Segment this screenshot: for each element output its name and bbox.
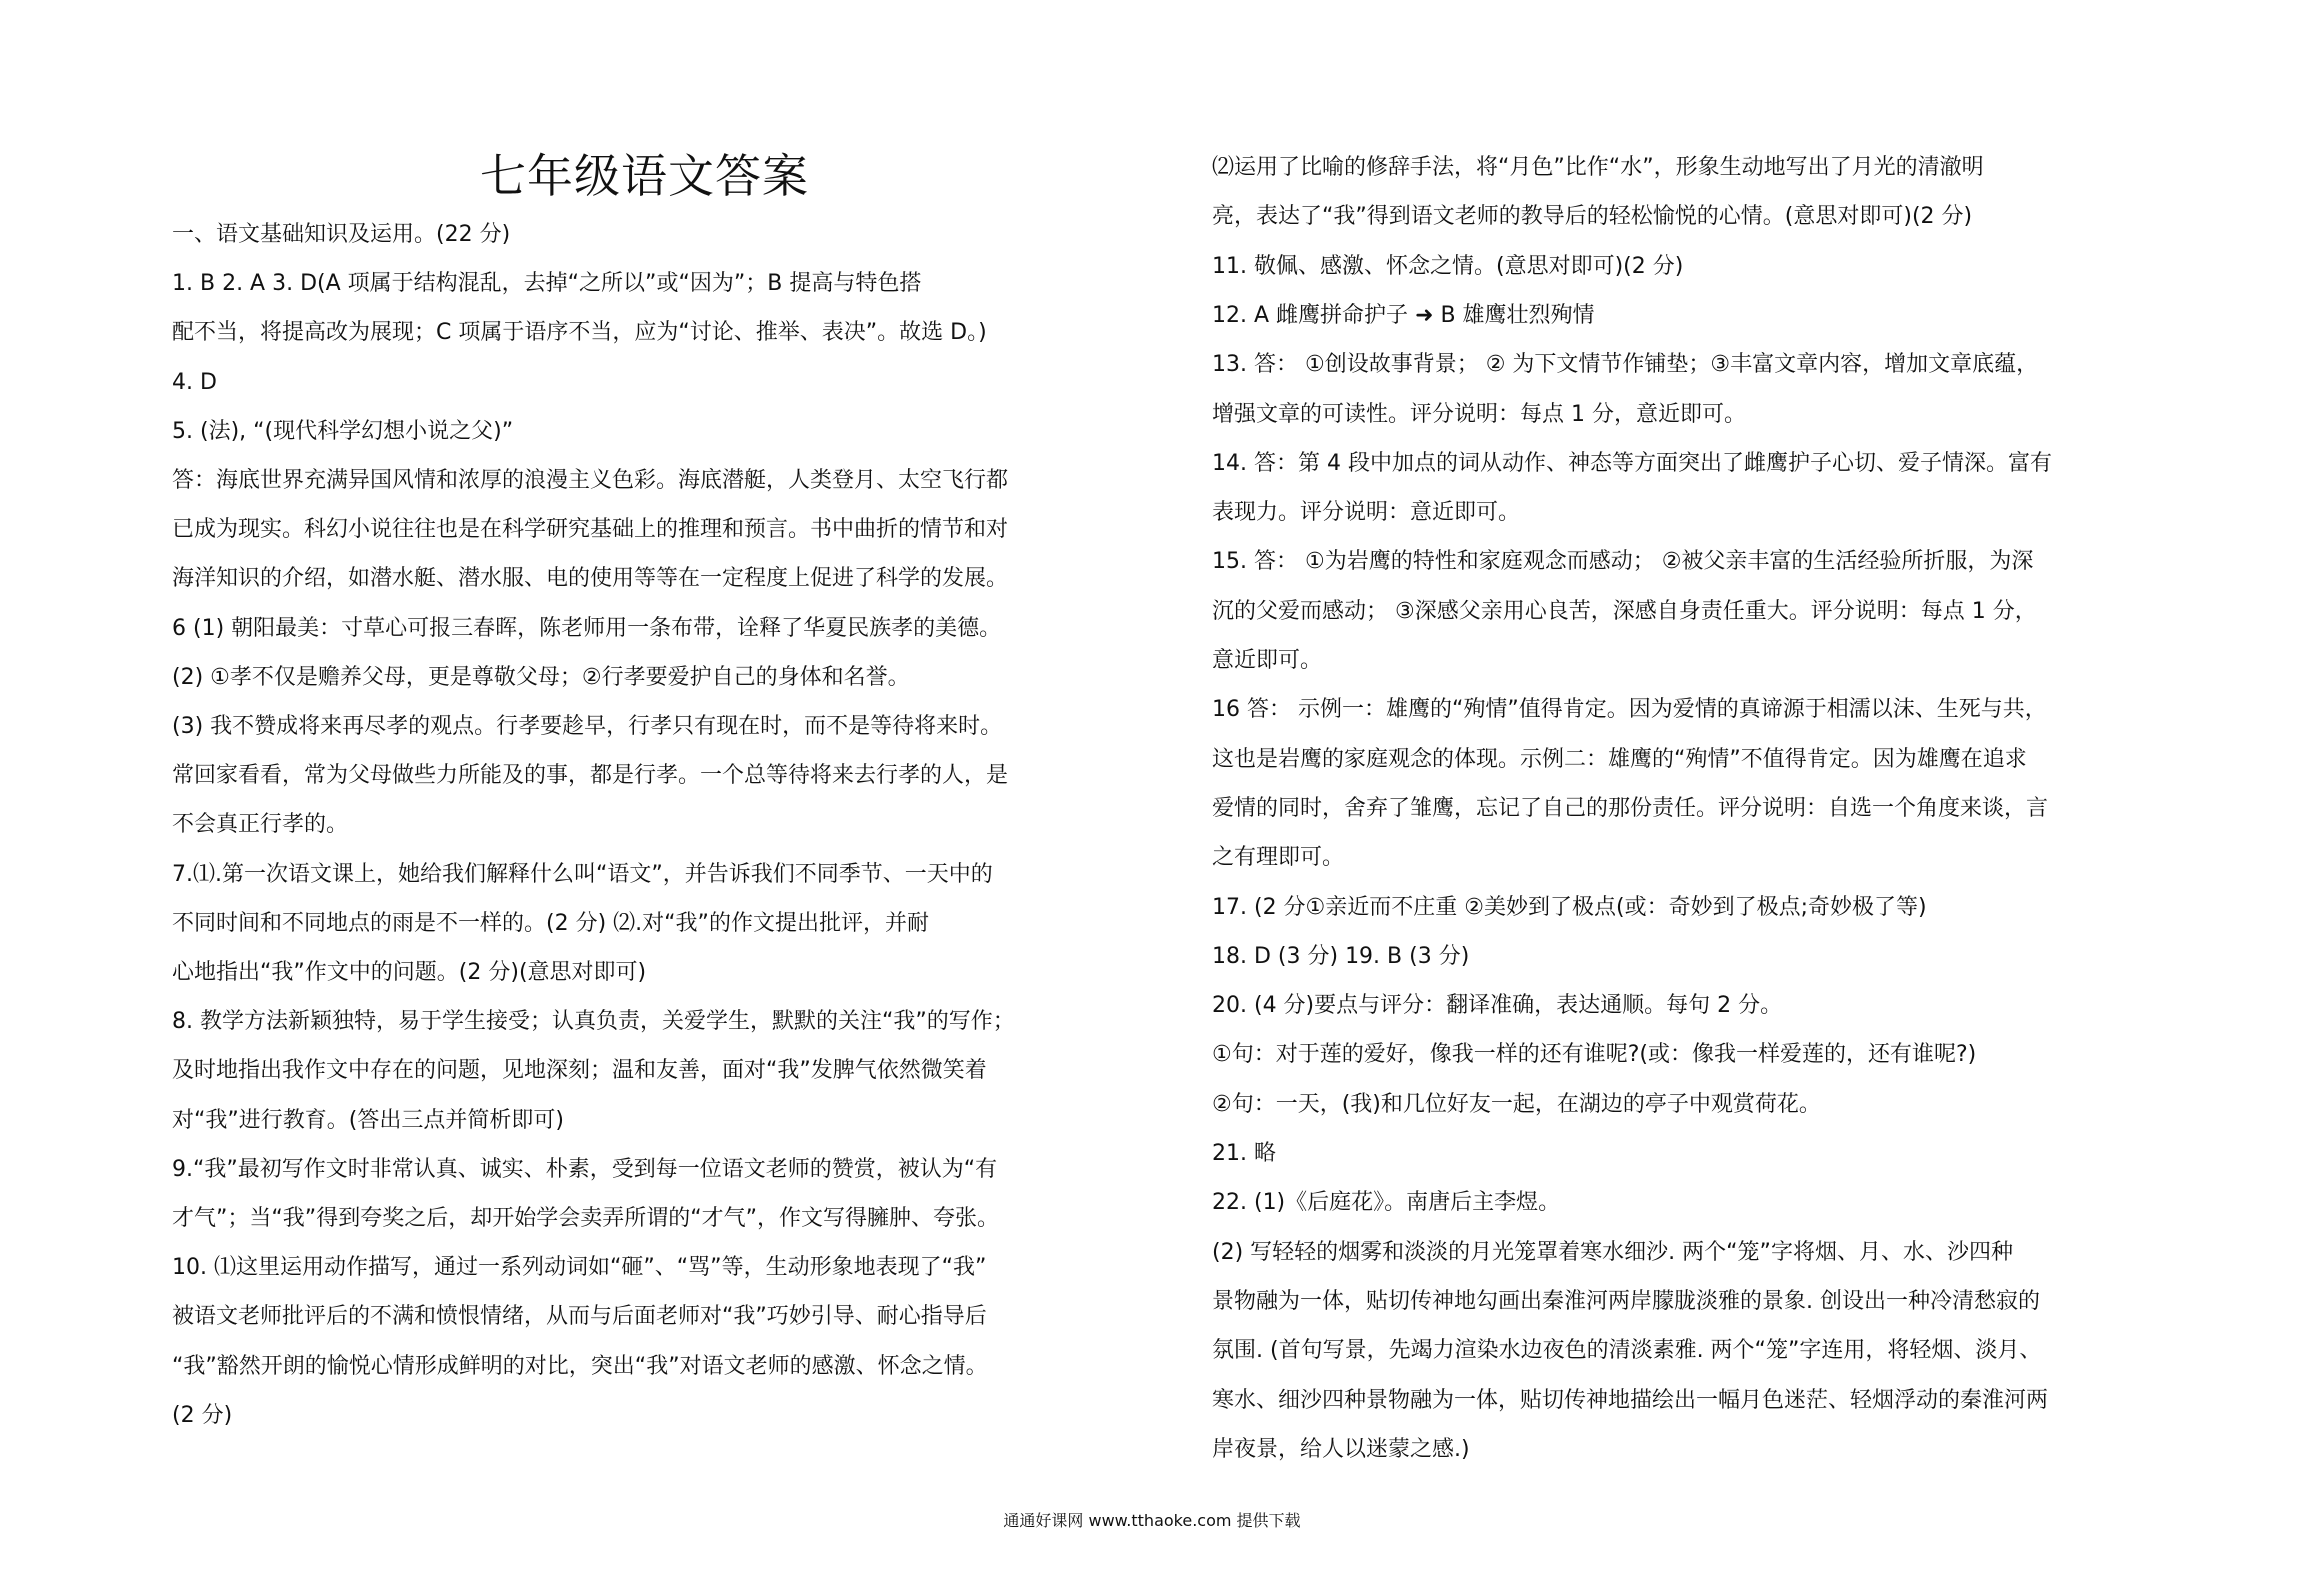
answer-line: 5. (法), “(现代科学幻想小说之父)” — [172, 418, 514, 444]
answer-line: 6 (1) 朝阳最美：寸草心可报三春晖，陈老师用一条布带，诠释了华夏民族孝的美德。 — [172, 615, 1002, 641]
answer-line: 已成为现实。科幻小说往往也是在科学研究基础上的推理和预言。书中曲折的情节和对 — [172, 517, 1009, 543]
answer-line: 爱情的同时，舍弃了雏鹰，忘记了自己的那份责任。评分说明：自选一个角度来谈，言 — [1212, 795, 2049, 821]
answer-line: 7.⑴.第一次语文课上，她给我们解释什么叫“语文”，并告诉我们不同季节、一天中的 — [172, 861, 993, 887]
answer-line: ①句：对于莲的爱好，像我一样的还有谁呢?(或：像我一样爱莲的，还有谁呢?) — [1212, 1042, 1977, 1068]
answer-line: ⑵运用了比喻的修辞手法，将“月色”比作“水”，形象生动地写出了月光的清澈明 — [1212, 155, 1984, 180]
answer-line: 景物融为一体，贴切传神地勾画出秦淮河两岸朦胧淡雅的景象. 创设出一种冷清愁寂的 — [1212, 1288, 2040, 1314]
answer-line: 增强文章的可读性。评分说明：每点 1 分，意近即可。 — [1212, 401, 1746, 427]
answer-line: 一、语文基础知识及运用。(22 分) — [172, 222, 511, 247]
answer-line: (2) ①孝不仅是赡养父母，更是尊敬父母；②行孝要爱护自己的身体和名誉。 — [172, 664, 910, 690]
answer-line: 11. 敬佩、感激、怀念之情。(意思对即可)(2 分) — [1212, 253, 1684, 279]
answer-line: 表现力。评分说明：意近即可。 — [1212, 500, 1521, 526]
answer-line: 常回家看看，常为父母做些力所能及的事，都是行孝。一个总等待将来去行孝的人，是 — [172, 763, 1009, 789]
answer-line: 9.“我”最初写作文时非常认真、诚实、朴素，受到每一位语文老师的赞赏，被认为“有 — [172, 1156, 998, 1182]
answer-line: 15. 答： ①为岩鹰的特性和家庭观念而感动； ②被父亲丰富的生活经验所折服，为深 — [1212, 549, 2034, 575]
answer-line: 21. 略 — [1212, 1141, 1276, 1166]
answer-line: 对“我”进行教育。(答出三点并简析即可) — [172, 1107, 564, 1133]
answer-line: (2) 写轻轻的烟雾和淡淡的月光笼罩着寒水细沙. 两个“笼”字将烟、月、水、沙四种 — [1212, 1239, 2013, 1265]
answer-line: 氛围. (首句写景，先竭力渲染水边夜色的清淡素雅. 两个“笼”字连用，将轻烟、淡月、 — [1212, 1338, 2042, 1364]
answer-line: 12. A 雌鹰拼命护子 ➜ B 雄鹰壮烈殉情 — [1212, 302, 1595, 328]
footer-source: 通通好课网 www.tthaoke.com 提供下载 — [1003, 1511, 1301, 1530]
answer-line: 答：海底世界充满异国风情和浓厚的浪漫主义色彩。海底潜艇，人类登月、太空飞行都 — [172, 468, 1009, 493]
answer-line: 寒水、细沙四种景物融为一体，贴切传神地描绘出一幅月色迷茫、轻烟浮动的秦淮河两 — [1212, 1387, 2049, 1413]
answer-line: 岸夜景，给人以迷蒙之感.) — [1212, 1436, 1470, 1462]
answer-line: 之有理即可。 — [1212, 845, 1345, 871]
answer-line: 1. B 2. A 3. D(A 项属于结构混乱，去掉“之所以”或“因为”；B 提高与特色搭 — [172, 271, 922, 297]
answer-line: 亮，表达了“我”得到语文老师的教导后的轻松愉悦的心情。(意思对即可)(2 分) — [1212, 204, 1973, 230]
answer-line: 17. (2 分①亲近而不庄重 ②美妙到了极点(或：奇妙到了极点;奇妙极了等) — [1212, 894, 1927, 920]
answer-line: (3) 我不赞成将来再尽孝的观点。行孝要趁早，行孝只有现在时，而不是等待将来时。 — [172, 714, 1003, 739]
page-title: 七年级语文答案 — [480, 149, 809, 203]
answer-line: 才气”；当“我”得到夸奖之后，却开始学会卖弄所谓的“才气”，作文写得臃肿、夸张。 — [172, 1206, 999, 1231]
answer-line: 意近即可。 — [1212, 648, 1323, 673]
answer-line: 4. D — [172, 369, 217, 395]
answer-line: 8. 教学方法新颖独特，易于学生接受；认真负责，关爱学生，默默的关注“我”的写作； — [172, 1009, 1015, 1035]
answer-line: 22. (1)《后庭花》。南唐后主李煜。 — [1212, 1190, 1561, 1216]
answer-line: 10. ⑴这里运用动作描写，通过一系列动词如“砸”、“骂”等，生动形象地表现了“我” — [172, 1255, 987, 1281]
answer-line: 不会真正行孝的。 — [172, 812, 349, 838]
answer-line: 沉的父爱而感动； ③深感父亲用心良苦，深感自身责任重大。评分说明：每点 1 分， — [1212, 598, 2037, 624]
answer-line: 16 答： 示例一：雄鹰的“殉情”值得肯定。因为爱情的真谛源于相濡以沫、生死与共， — [1212, 697, 2047, 723]
answer-line: ②句：一天，(我)和几位好友一起，在湖边的亭子中观赏荷花。 — [1212, 1091, 1821, 1117]
answer-line: 被语文老师批评后的不满和愤恨情绪，从而与后面老师对“我”巧妙引导、耐心指导后 — [172, 1304, 987, 1330]
answer-line: (2 分) — [172, 1402, 233, 1428]
answer-line: 及时地指出我作文中存在的问题，见地深刻；温和友善，面对“我”发脾气依然微笑着 — [172, 1058, 987, 1084]
answer-line: 海洋知识的介绍，如潜水艇、潜水服、电的使用等等在一定程度上促进了科学的发展。 — [172, 566, 1009, 592]
answer-line: 不同时间和不同地点的雨是不一样的。(2 分) ⑵.对“我”的作文提出批评，并耐 — [172, 910, 929, 936]
answer-line: 20. (4 分)要点与评分：翻译准确，表达通顺。每句 2 分。 — [1212, 993, 1783, 1019]
answer-line: 14. 答：第 4 段中加点的词从动作、神态等方面突出了雌鹰护子心切、爱子情深。富有 — [1212, 450, 2052, 476]
answer-line: 配不当，将提高改为展现；C 项属于语序不当，应为“讨论、推举、表决”。故选 D。) — [172, 320, 987, 346]
answer-line: 心地指出“我”作文中的问题。(2 分)(意思对即可) — [172, 960, 647, 985]
answer-line: 13. 答： ①创设故事背景； ② 为下文情节作铺垫；③丰富文章内容，增加文章底蕴， — [1212, 352, 2039, 378]
answer-line: 18. D (3 分) 19. B (3 分) — [1212, 943, 1470, 969]
answer-line: “我”豁然开朗的愉悦心情形成鲜明的对比，突出“我”对语文老师的感激、怀念之情。 — [172, 1353, 988, 1379]
answer-line: 这也是岩鹰的家庭观念的体现。示例二：雄鹰的“殉情”不值得肯定。因为雄鹰在追求 — [1212, 746, 2027, 772]
